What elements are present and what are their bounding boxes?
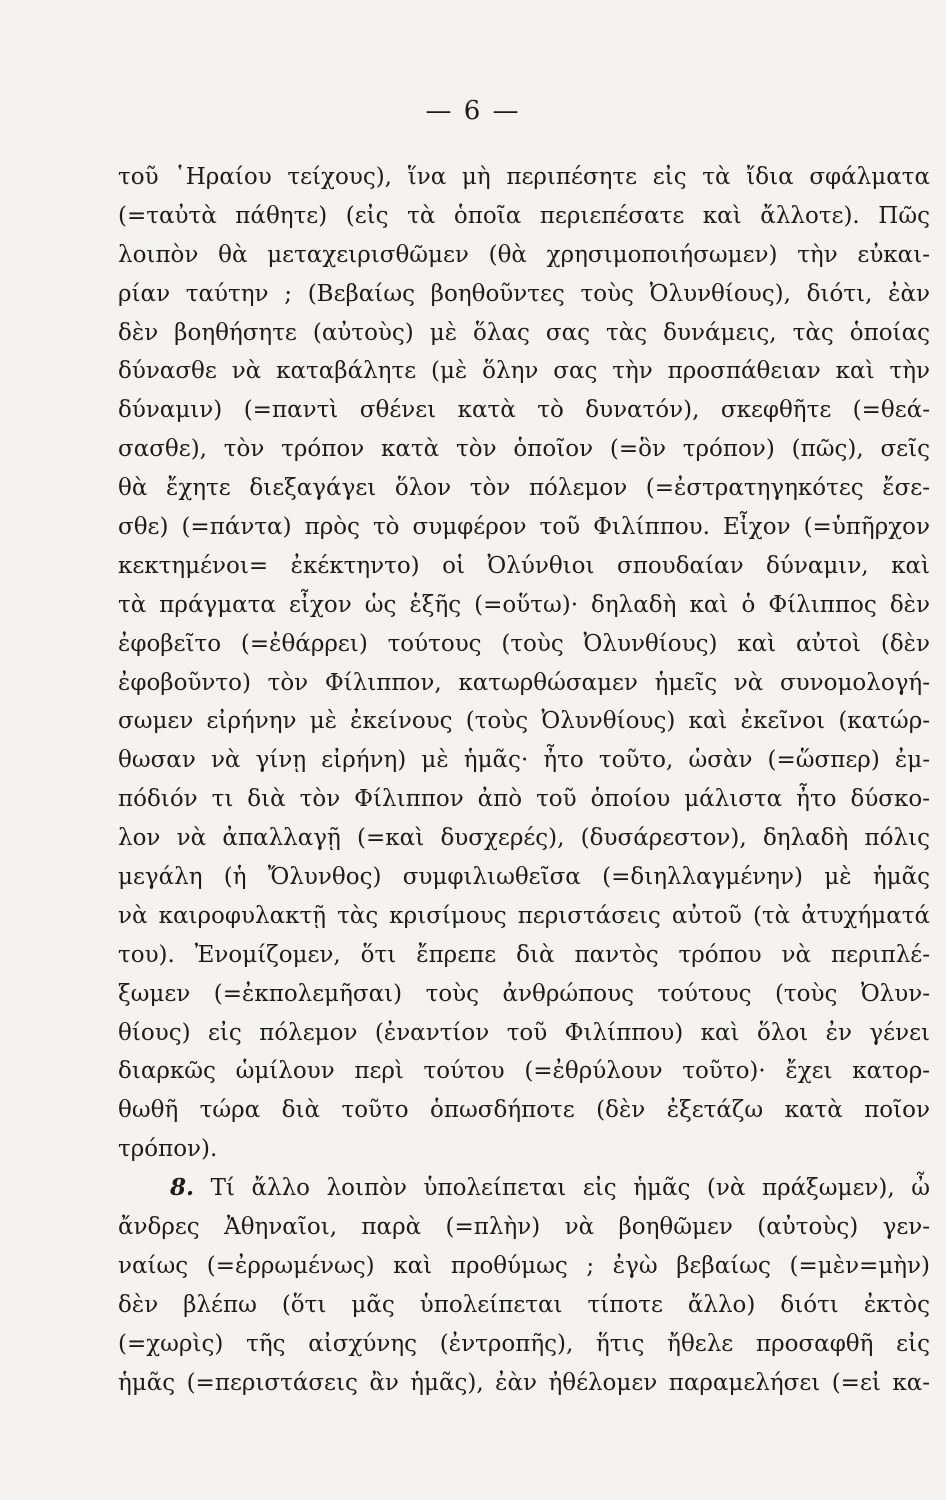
section-number: 8. [170, 1174, 195, 1202]
text-line: δὲν βοηθήσητε (αὐτοὺς) μὲ ὅλας σας τὰς δυνάμεις, τὰς ὁποίας [118, 319, 930, 346]
text-line: σασθε), τὸν τρόπον κατὰ τὸν ὁποῖον (=ὃν τρόπον) (πῶς), σεῖς [118, 436, 930, 463]
text-line: ἐφοβοῦντο) τὸν Φίλιππον, κατωρθώσαμεν ἡμεῖς νὰ συνομολογή- [118, 669, 930, 696]
text-line: θωθῆ τώρα διὰ τοῦτο ὁπωσδήποτε (δὲν ἐξετάζω κατὰ ποῖον [118, 1097, 930, 1124]
text-line: ἐφοβεῖτο (=ἐθάρρει) τούτους (τοὺς Ὀλυνθίους) καὶ αὐτοὶ (δὲν [118, 630, 930, 657]
text-line: νὰ καιροφυλακτῇ τὰς κρισίμους περιστάσεις αὐτοῦ (τὰ ἀτυχήματά [118, 902, 930, 929]
text-line: μεγάλη (ἡ Ὄλυνθος) συμφιλιωθεῖσα (=διηλλαγμένην) μὲ ἡμᾶς [118, 864, 930, 891]
text-line-content: Τί ἄλλο λοιπὸν ὑπολείπεται εἰς ἡμᾶς (νὰ πράξωμεν), ὦ [210, 1175, 930, 1202]
text-line: λον νὰ ἀπαλλαγῇ (=καὶ δυσχερές), (δυσάρεστον), δηλαδὴ πόλις [118, 825, 930, 852]
text-line: δύνασθε νὰ καταβάλητε (μὲ ὅλην σας τὴν προσπάθειαν καὶ τὴν [118, 358, 930, 385]
text-line: ναίως (=ἐρρωμένως) καὶ προθύμως ; ἐγὼ βεβαίως (=μὲν=μὴν) [118, 1252, 930, 1279]
text-line: τρόπον). [118, 1136, 218, 1163]
section-first-line [118, 1169, 930, 1208]
text-line: κεκτημένοι= ἐκέκτηντο) οἱ Ὀλύνθιοι σπουδαίαν δύναμιν, καὶ [118, 552, 930, 579]
text-line: ἡμᾶς (=περιστάσεις ἂν ἡμᾶς), ἐὰν ἠθέλομεν παραμελήσει (=εἰ κα- [118, 1369, 930, 1396]
text-line: ξωμεν (=ἐκπολεμῆσαι) τοὺς ἀνθρώπους τούτους (τοὺς Ὀλυν- [118, 980, 930, 1007]
text-line: τοῦ ῾Ηραίου τείχους), ἵνα μὴ περιπέσητε εἰς τὰ ἴδια σφάλματα [118, 164, 930, 190]
body-text [118, 158, 930, 1403]
text-line: θίους) εἰς πόλεμον (ἐναντίον τοῦ Φιλίππου) καὶ ὅλοι ἐν γένει [118, 1019, 930, 1046]
text-line: δύναμιν) (=παντὶ σθένει κατὰ τὸ δυνατόν), σκεφθῆτε (=θεά- [118, 397, 930, 424]
text-line: θωσαν νὰ γίνῃ εἰρήνη) μὲ ἡμᾶς· ἦτο τοῦτο, ὡσὰν (=ὥσπερ) ἐμ- [118, 747, 930, 774]
text-line: ρίαν ταύτην ; (Βεβαίως βοηθοῦντες τοὺς Ὀλυνθίους), διότι, ἐὰν [118, 280, 930, 307]
text-line: λοιπὸν θὰ μεταχειρισθῶμεν (θὰ χρησιμοποιήσωμεν) τὴν εὐκαι- [118, 241, 930, 268]
text-line: σθε) (=πάντα) πρὸς τὸ συμφέρον τοῦ Φιλίππου. Εἶχον (=ὑπῆρχον [118, 514, 930, 541]
text-line: ἄνδρες Ἀθηναῖοι, παρὰ (=πλὴν) νὰ βοηθῶμεν (αὐτοὺς) γεν- [118, 1214, 930, 1241]
text-line: τὰ πράγματα εἶχον ὡς ἑξῆς (=οὕτω)· δηλαδὴ καὶ ὁ Φίλιππος δὲν [118, 591, 930, 618]
page-number: — 6 — [425, 96, 521, 126]
text-line: θὰ ἔχητε διεξαγάγει ὅλον τὸν πόλεμον (=ἐστρατηγηκότες ἔσε- [118, 475, 930, 502]
text-line: πόδιόν τι διὰ τὸν Φίλιππον ἀπὸ τοῦ ὁποίου μάλιστα ἦτο δύσκο- [118, 786, 930, 813]
text-line: (=ταὐτὰ πάθητε) (εἰς τὰ ὁποῖα περιεπέσατε καὶ ἄλλοτε). Πῶς [118, 202, 930, 229]
text-line: διαρκῶς ὡμίλουν περὶ τούτου (=ἐθρύλουν τοῦτο)· ἔχει κατορ- [118, 1058, 930, 1085]
text-line: του). Ἐνομίζομεν, ὅτι ἔπρεπε διὰ παντὸς τρόπου νὰ περιπλέ- [118, 941, 930, 968]
text-line: σωμεν εἰρήνην μὲ ἐκείνους (τοὺς Ὀλυνθίους) καὶ ἐκεῖνοι (κατώρ- [118, 708, 930, 735]
text-line: (=χωρὶς) τῆς αἰσχύνης (ἐντροπῆς), ἥτις ἤθελε προσαφθῆ εἰς [118, 1330, 930, 1357]
text-line: δὲν βλέπω (ὅτι μᾶς ὑπολείπεται τίποτε ἄλλο) διότι ἐκτὸς [118, 1291, 930, 1318]
